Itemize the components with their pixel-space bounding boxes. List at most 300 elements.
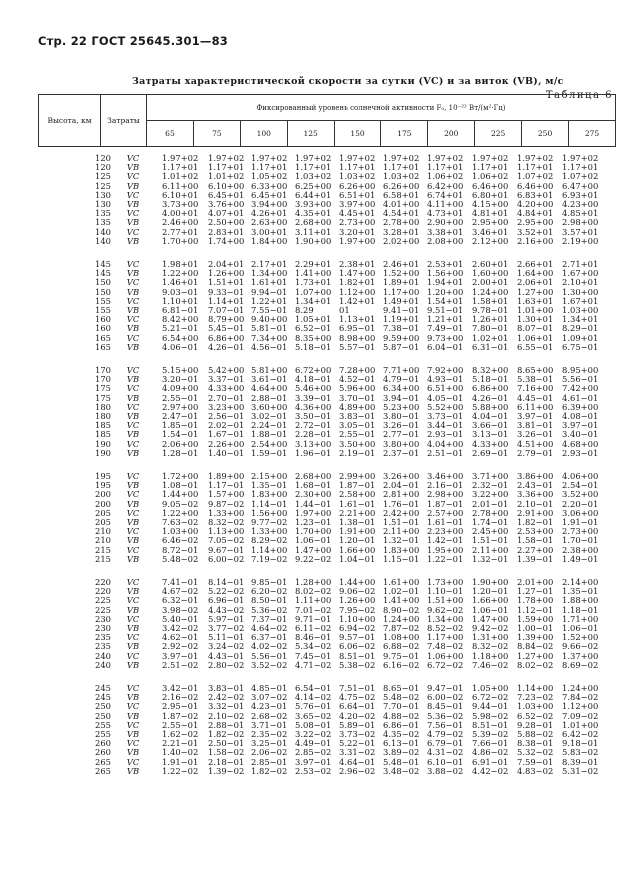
cost-cell: VB: [126, 429, 140, 440]
value-cell: 7.23−02: [517, 692, 554, 703]
value-cell: 4.31−02: [427, 747, 464, 758]
value-cell: 2.71+01: [562, 259, 599, 269]
value-cell: 3.83−01: [339, 411, 376, 421]
value-cell: 5.46+00: [295, 383, 332, 394]
value-cell: 2.19−01: [339, 447, 376, 458]
value-cell: 3.73+00: [162, 199, 199, 209]
altitude-cell: 130: [95, 189, 111, 200]
value-cell: 2.10+01: [562, 277, 599, 288]
value-cell: 3.94+00: [251, 199, 288, 209]
altitude-cell: 150: [95, 277, 111, 288]
value-cell: 5.36−02: [427, 710, 464, 721]
value-cell: 5.57−01: [339, 341, 376, 352]
value-cell: 3.13−01: [472, 429, 509, 440]
value-cell: 2.56−01: [208, 411, 245, 421]
value-cell: 1.13+00: [208, 526, 245, 537]
value-cell: 1.88+00: [562, 595, 599, 606]
value-cell: 2.90+00: [427, 217, 464, 228]
cost-cell: VB: [126, 392, 140, 403]
altitude-cell: 165: [95, 332, 111, 343]
value-cell: 2.16+00: [517, 235, 554, 246]
value-cell: 1.05+02: [251, 171, 288, 182]
value-cell: 3.07−02: [251, 692, 288, 703]
cost-cell: VC: [126, 526, 140, 537]
value-cell: 1.03+02: [339, 171, 376, 182]
value-cell: 1.63+01: [517, 295, 554, 306]
value-cell: 1.39+00: [517, 632, 554, 643]
value-cell: 6.83+01: [517, 189, 554, 200]
value-cell: 1.97+02: [162, 153, 199, 163]
altitude-cell: 135: [95, 208, 111, 219]
value-cell: 6.88−02: [383, 641, 420, 652]
value-cell: 7.55−01: [251, 305, 288, 315]
value-cell: 5.38−02: [339, 659, 376, 670]
altitude-cell: 205: [95, 507, 111, 518]
value-cell: 1.85−01: [162, 420, 199, 431]
value-cell: 1.84+00: [251, 235, 288, 246]
cost-cell: VC: [126, 507, 140, 518]
cost-cell: VB: [126, 162, 140, 173]
value-cell: 2.42−02: [208, 692, 245, 703]
value-cell: 9.03−01: [162, 286, 199, 297]
value-cell: 2.53+01: [427, 259, 464, 269]
value-cell: 3.50−01: [295, 411, 332, 421]
value-cell: 1.47+00: [472, 613, 509, 624]
value-cell: 2.93−01: [427, 429, 464, 440]
value-cell: 2.32−01: [472, 480, 509, 491]
altitude-cell: 225: [95, 595, 111, 606]
value-cell: 4.04+00: [427, 438, 464, 449]
altitude-cell: 145: [95, 268, 111, 279]
value-cell: 6.96−01: [208, 595, 245, 606]
value-cell: 5.48−01: [383, 756, 420, 767]
value-cell: 1.08+00: [383, 632, 420, 643]
value-cell: 4.51+00: [517, 438, 554, 449]
value-cell: 9.77−02: [251, 517, 288, 527]
value-cell: 4.15+00: [472, 199, 509, 209]
header-cost: Затраты: [101, 95, 147, 147]
header-level: 275: [569, 121, 616, 147]
value-cell: 3.80+00: [383, 438, 420, 449]
value-cell: 3.73−02: [339, 729, 376, 739]
value-cell: 2.83+01: [208, 226, 245, 237]
value-cell: 5.23+00: [383, 401, 420, 412]
value-cell: 6.81−01: [162, 305, 199, 315]
cost-cell: VB: [126, 286, 140, 297]
value-cell: 3.80−01: [383, 411, 420, 421]
altitude-cell: 205: [95, 517, 111, 527]
value-cell: 9.66−02: [562, 641, 599, 652]
altitude-cell: 260: [95, 738, 111, 749]
value-cell: 6.46−02: [162, 535, 199, 546]
value-cell: 4.23−01: [251, 701, 288, 712]
value-cell: 1.54−01: [162, 429, 199, 440]
altitude-cell: 165: [95, 341, 111, 352]
value-cell: 6.72−02: [427, 659, 464, 670]
value-cell: 5.45−01: [208, 323, 245, 334]
value-cell: 4.20+00: [517, 199, 554, 209]
value-cell: 1.17+01: [339, 162, 376, 173]
value-cell: 3.37−01: [208, 374, 245, 385]
value-cell: 1.05+00: [472, 683, 509, 693]
value-cell: 1.95+00: [427, 544, 464, 555]
value-cell: 1.35−01: [251, 480, 288, 491]
value-cell: 1.57+00: [208, 489, 245, 500]
value-cell: 7.09−02: [562, 710, 599, 721]
value-cell: 2.97+00: [162, 401, 199, 412]
value-cell: 2.68+00: [295, 471, 332, 481]
cost-cell: VB: [126, 268, 140, 279]
value-cell: 2.60+01: [472, 259, 509, 269]
value-cell: 1.02+01: [472, 332, 509, 343]
value-cell: 1.62−02: [162, 729, 199, 739]
value-cell: 1.32−01: [383, 535, 420, 546]
value-cell: 3.20+01: [339, 226, 376, 237]
cost-cell: VC: [126, 438, 140, 449]
value-cell: 3.70−01: [339, 392, 376, 403]
value-cell: 6.11+00: [517, 401, 554, 412]
value-cell: 1.73+00: [427, 577, 464, 587]
value-cell: 1.18+00: [472, 650, 509, 661]
value-cell: 5.52+00: [427, 401, 464, 412]
value-cell: 4.18−01: [295, 374, 332, 385]
value-cell: 2.26+00: [208, 438, 245, 449]
value-cell: 1.61+00: [383, 577, 420, 587]
value-cell: 1.18−01: [562, 604, 599, 615]
altitude-cell: 135: [95, 217, 111, 228]
value-cell: 2.79−01: [517, 447, 554, 458]
value-cell: 8.42+00: [162, 314, 199, 325]
cost-cell: VB: [126, 447, 140, 458]
table-number: Таблица 6: [545, 90, 613, 101]
value-cell: 2.45+00: [472, 526, 509, 537]
value-cell: 4.26−01: [208, 341, 245, 352]
altitude-cell: 215: [95, 553, 111, 564]
value-cell: 5.39−02: [472, 729, 509, 739]
cost-cell: VC: [126, 208, 140, 219]
value-cell: 3.71+00: [472, 471, 509, 481]
table-row: [38, 343, 616, 352]
value-cell: 1.11+00: [295, 595, 332, 606]
value-cell: 1.07+00: [295, 286, 332, 297]
value-cell: 1.98+01: [162, 259, 199, 269]
value-cell: 2.12+00: [472, 235, 509, 246]
value-cell: 1.04−01: [339, 553, 376, 564]
altitude-cell: 215: [95, 544, 111, 555]
value-cell: 4.20−02: [339, 710, 376, 721]
cost-cell: VC: [126, 259, 140, 269]
value-cell: 1.26+00: [208, 268, 245, 279]
altitude-cell: 225: [95, 604, 111, 615]
value-cell: 1.97+02: [251, 153, 288, 163]
value-cell: 2.88−01: [251, 392, 288, 403]
value-cell: 1.39−01: [517, 553, 554, 564]
value-cell: 6.93+01: [562, 189, 599, 200]
value-cell: 2.35−02: [251, 729, 288, 739]
value-cell: 7.34+00: [251, 332, 288, 343]
value-cell: 4.26+01: [251, 208, 288, 219]
value-cell: 2.66+01: [517, 259, 554, 269]
value-cell: 6.55−01: [517, 341, 554, 352]
value-cell: 2.06+01: [517, 277, 554, 288]
value-cell: 2.02+00: [383, 235, 420, 246]
value-cell: 1.82−02: [251, 765, 288, 776]
value-cell: 5.31−02: [562, 765, 599, 776]
value-cell: 1.10+00: [339, 613, 376, 624]
value-cell: 2.11+00: [472, 544, 509, 555]
value-cell: 6.86+00: [472, 383, 509, 394]
value-cell: 2.68+00: [295, 217, 332, 228]
value-cell: 9.87−02: [208, 498, 245, 509]
value-cell: 1.91+00: [339, 526, 376, 537]
value-cell: 7.16+00: [517, 383, 554, 394]
table-row: [38, 449, 616, 458]
value-cell: 4.86−02: [472, 747, 509, 758]
cost-cell: VB: [126, 235, 140, 246]
altitude-cell: 255: [95, 719, 111, 730]
value-cell: 8.29: [295, 305, 314, 315]
value-cell: 5.34−02: [295, 641, 332, 652]
value-cell: 1.66+00: [472, 595, 509, 606]
cost-cell: VB: [126, 692, 140, 703]
value-cell: 2.50+00: [208, 217, 245, 228]
value-cell: 1.32−01: [472, 553, 509, 564]
table-header: [38, 94, 616, 146]
value-cell: 5.22−01: [339, 738, 376, 749]
altitude-cell: 180: [95, 401, 111, 412]
value-cell: 1.01+00: [517, 305, 554, 315]
value-cell: 2.85−01: [251, 756, 288, 767]
value-cell: 6.80+01: [472, 189, 509, 200]
value-cell: 2.57+00: [427, 507, 464, 518]
value-cell: 6.31−01: [472, 341, 509, 352]
value-cell: 1.49−01: [562, 553, 599, 564]
value-cell: 6.94−02: [339, 623, 376, 633]
value-cell: 2.08+00: [427, 235, 464, 246]
value-cell: 9.42−02: [472, 623, 509, 633]
altitude-cell: 255: [95, 729, 111, 739]
value-cell: 1.87−02: [162, 710, 199, 721]
value-cell: 2.21+00: [339, 507, 376, 518]
header-level: 100: [240, 121, 287, 147]
value-cell: 3.06+00: [562, 507, 599, 518]
value-cell: 4.00+01: [162, 208, 199, 219]
value-cell: 8.98+00: [339, 332, 376, 343]
value-cell: 1.27+00: [517, 286, 554, 297]
cost-cell: VB: [126, 199, 140, 209]
value-cell: 2.53+00: [517, 526, 554, 537]
altitude-cell: 240: [95, 650, 111, 661]
value-cell: 1.06−01: [472, 604, 509, 615]
value-cell: 2.70−01: [208, 392, 245, 403]
value-cell: 3.98−02: [162, 604, 199, 615]
header-level: 200: [428, 121, 475, 147]
value-cell: 4.09+00: [162, 383, 199, 394]
value-cell: 1.89+01: [383, 277, 420, 288]
value-cell: 9.62−02: [427, 604, 464, 615]
altitude-cell: 200: [95, 498, 111, 509]
value-cell: 3.36+00: [517, 489, 554, 500]
value-cell: 7.87−02: [383, 623, 420, 633]
altitude-cell: 170: [95, 374, 111, 385]
cost-cell: VB: [126, 659, 140, 670]
value-cell: 3.25−01: [251, 738, 288, 749]
value-cell: 1.46+01: [162, 277, 199, 288]
value-cell: 1.06+02: [472, 171, 509, 182]
value-cell: 5.21−01: [162, 323, 199, 334]
value-cell: 6.79−01: [427, 738, 464, 749]
value-cell: 1.14+01: [208, 295, 245, 306]
value-cell: 4.07+01: [208, 208, 245, 219]
value-cell: 1.96−01: [295, 447, 332, 458]
value-cell: 2.01−01: [472, 498, 509, 509]
altitude-cell: 240: [95, 659, 111, 670]
value-cell: 8.46−01: [295, 632, 332, 643]
altitude-cell: 220: [95, 577, 111, 587]
altitude-cell: 210: [95, 526, 111, 537]
cost-cell: VC: [126, 701, 140, 712]
value-cell: 4.33+00: [208, 383, 245, 394]
value-cell: 5.56−01: [562, 374, 599, 385]
value-cell: 1.01+00: [562, 719, 599, 730]
header-altitude: Высота, км: [39, 95, 101, 147]
value-cell: 3.76+00: [208, 199, 245, 209]
value-cell: 9.51−01: [427, 305, 464, 315]
value-cell: 1.68−01: [295, 480, 332, 491]
value-cell: 1.42−01: [427, 535, 464, 546]
value-cell: 8.90−02: [383, 604, 420, 615]
value-cell: 4.64−02: [251, 623, 288, 633]
value-cell: 5.89−01: [339, 719, 376, 730]
value-cell: 2.23+00: [427, 526, 464, 537]
value-cell: 3.77−02: [208, 623, 245, 633]
cost-cell: VC: [126, 153, 140, 163]
value-cell: 9.47−01: [427, 683, 464, 693]
value-cell: 2.20−01: [562, 498, 599, 509]
value-cell: 1.37+00: [562, 650, 599, 661]
value-cell: 3.22−02: [295, 729, 332, 739]
value-cell: 8.65−01: [383, 683, 420, 693]
value-cell: 1.12−01: [517, 604, 554, 615]
value-cell: 1.08−01: [162, 480, 199, 491]
value-cell: 1.22−02: [162, 765, 199, 776]
value-cell: 1.24+00: [472, 286, 509, 297]
value-cell: 1.34+01: [295, 295, 332, 306]
value-cell: 7.37−01: [251, 613, 288, 624]
value-cell: 8.29−01: [562, 323, 599, 334]
value-cell: 4.49−01: [295, 738, 332, 749]
altitude-cell: 160: [95, 314, 111, 325]
value-cell: 1.03+02: [383, 171, 420, 182]
value-cell: 7.70−01: [383, 701, 420, 712]
value-cell: 4.73+01: [427, 208, 464, 219]
value-cell: 7.56−01: [427, 719, 464, 730]
altitude-cell: 265: [95, 765, 111, 776]
header-level: 125: [287, 121, 334, 147]
value-cell: 8.32−02: [208, 517, 245, 527]
value-cell: 1.40−01: [208, 447, 245, 458]
cost-cell: VB: [126, 641, 140, 652]
value-cell: 1.17+01: [162, 162, 199, 173]
value-cell: 1.91−01: [162, 756, 199, 767]
value-cell: 2.54−01: [562, 480, 599, 491]
cost-cell: VB: [126, 517, 140, 527]
value-cell: 1.03+00: [162, 526, 199, 537]
value-cell: 1.40−02: [162, 747, 199, 758]
value-cell: 1.17+01: [562, 162, 599, 173]
altitude-cell: 120: [95, 162, 111, 173]
value-cell: 9.94−01: [251, 286, 288, 297]
value-cell: 3.97−01: [517, 411, 554, 421]
value-cell: 1.28+00: [295, 577, 332, 587]
value-cell: 5.83−02: [562, 747, 599, 758]
value-cell: 1.97+02: [339, 153, 376, 163]
value-cell: 4.11+00: [427, 199, 464, 209]
value-cell: 4.64+00: [251, 383, 288, 394]
value-cell: 6.42+00: [427, 180, 464, 191]
value-cell: 8.38−01: [517, 738, 554, 749]
cost-cell: VC: [126, 613, 140, 624]
value-cell: 1.17+01: [472, 162, 509, 173]
value-cell: 4.89+00: [339, 401, 376, 412]
value-cell: 1.22+00: [162, 507, 199, 518]
value-cell: 1.72+00: [162, 471, 199, 481]
cost-cell: VC: [126, 756, 140, 767]
value-cell: 1.35−01: [562, 586, 599, 597]
value-cell: 7.28+00: [339, 365, 376, 375]
value-cell: 5.32−02: [517, 747, 554, 758]
value-cell: 2.29+01: [295, 259, 332, 269]
value-cell: 1.67−01: [208, 429, 245, 440]
value-cell: 4.45+01: [339, 208, 376, 219]
value-cell: 6.54+00: [162, 332, 199, 343]
value-cell: 7.38−01: [383, 323, 420, 334]
value-cell: 1.22+00: [162, 268, 199, 279]
value-cell: 2.98+00: [427, 489, 464, 500]
cost-cell: VB: [126, 729, 140, 739]
value-cell: 4.61−01: [562, 392, 599, 403]
value-cell: 3.26−01: [383, 420, 420, 431]
value-cell: 3.00+01: [251, 226, 288, 237]
value-cell: 1.83+00: [251, 489, 288, 500]
value-cell: 6.74+01: [427, 189, 464, 200]
value-cell: 6.45+01: [251, 189, 288, 200]
value-cell: 4.06+00: [562, 471, 599, 481]
value-cell: 4.04−01: [472, 411, 509, 421]
value-cell: 1.97+00: [339, 235, 376, 246]
altitude-cell: 140: [95, 235, 111, 246]
cost-cell: VC: [126, 295, 140, 306]
value-cell: 5.56−01: [251, 650, 288, 661]
altitude-cell: 185: [95, 429, 111, 440]
value-cell: 9.44−01: [472, 701, 509, 712]
value-cell: 1.88−01: [251, 429, 288, 440]
value-cell: 2.06+00: [162, 438, 199, 449]
value-cell: 4.43−02: [208, 604, 245, 615]
value-cell: 8.14−01: [208, 577, 245, 587]
cost-cell: VC: [126, 420, 140, 431]
value-cell: 6.33+00: [251, 180, 288, 191]
value-cell: 2.85−02: [295, 747, 332, 758]
value-cell: 2.92−02: [162, 641, 199, 652]
value-cell: 9.67−01: [208, 544, 245, 555]
value-cell: 1.28−01: [162, 447, 199, 458]
altitude-cell: 125: [95, 180, 111, 191]
header-level: 75: [193, 121, 240, 147]
value-cell: 1.39−02: [208, 765, 245, 776]
value-cell: 6.91−01: [472, 756, 509, 767]
value-cell: 7.45−01: [295, 650, 332, 661]
